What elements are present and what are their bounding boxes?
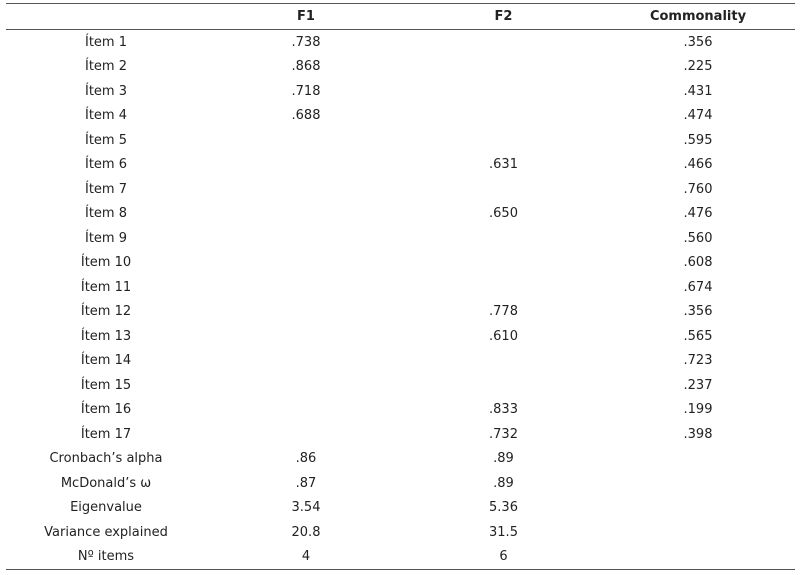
f2-value bbox=[406, 128, 601, 153]
table-row bbox=[6, 177, 795, 202]
table-row bbox=[6, 202, 795, 227]
f2-value: .89 bbox=[493, 451, 514, 467]
f2-value: .631 bbox=[489, 157, 518, 173]
f1-value bbox=[206, 300, 406, 325]
f1-value bbox=[206, 153, 406, 178]
f1-value bbox=[206, 373, 406, 398]
commonality-value: .565 bbox=[683, 328, 713, 344]
f1-value bbox=[206, 275, 406, 300]
table-row bbox=[6, 545, 795, 570]
table-row bbox=[6, 55, 795, 80]
item-label: Ítem 16 bbox=[80, 402, 132, 418]
commonality-value: .474 bbox=[683, 108, 713, 124]
header-f2: F2 bbox=[494, 9, 513, 24]
item-label: Ítem 7 bbox=[85, 181, 127, 197]
item-label: McDonald’s ω bbox=[60, 475, 152, 491]
f2-value bbox=[406, 55, 601, 80]
f1-value: .87 bbox=[295, 475, 317, 491]
commonality-value: .398 bbox=[683, 426, 713, 442]
f1-value bbox=[206, 324, 406, 349]
table-body bbox=[6, 30, 795, 570]
f1-value bbox=[206, 251, 406, 276]
table-row bbox=[6, 447, 795, 472]
f1-value bbox=[206, 226, 406, 251]
item-label: Ítem 1 bbox=[85, 34, 127, 50]
factor-loadings-table bbox=[6, 3, 795, 570]
f2-value bbox=[406, 104, 601, 129]
table-row bbox=[6, 373, 795, 398]
factor-loadings-table-container bbox=[6, 3, 795, 570]
f1-value bbox=[206, 202, 406, 227]
header-item bbox=[6, 4, 206, 30]
table-row bbox=[6, 251, 795, 276]
item-label: Ítem 14 bbox=[80, 353, 132, 369]
f2-value bbox=[406, 373, 601, 398]
commonality-value: .760 bbox=[683, 181, 713, 197]
item-label: Nº items bbox=[77, 549, 135, 565]
header-row bbox=[6, 4, 795, 30]
item-label: Ítem 9 bbox=[85, 230, 127, 246]
f1-value: 3.54 bbox=[291, 500, 321, 516]
item-label: Ítem 15 bbox=[80, 377, 132, 393]
commonality-value: .560 bbox=[683, 230, 713, 246]
commonality-value: .723 bbox=[683, 353, 713, 369]
commonality-value: .466 bbox=[683, 157, 713, 173]
table-row bbox=[6, 275, 795, 300]
table-row bbox=[6, 79, 795, 104]
f1-value bbox=[206, 128, 406, 153]
item-label: Ítem 2 bbox=[85, 59, 127, 75]
f2-value: .732 bbox=[489, 426, 518, 442]
f2-value bbox=[406, 79, 601, 104]
table-row bbox=[6, 104, 795, 129]
item-label: Ítem 8 bbox=[85, 206, 127, 222]
table-row bbox=[6, 30, 795, 55]
commonality-value: .356 bbox=[683, 304, 713, 320]
commonality-value bbox=[601, 545, 795, 570]
f1-value bbox=[206, 398, 406, 423]
commonality-value bbox=[601, 496, 795, 521]
header-commonality: Commonality bbox=[649, 9, 747, 24]
f2-value: 5.36 bbox=[489, 500, 518, 516]
item-label: Cronbach’s alpha bbox=[49, 451, 163, 467]
table-row bbox=[6, 324, 795, 349]
f1-value: .868 bbox=[291, 59, 321, 75]
f2-value bbox=[406, 275, 601, 300]
commonality-value: .674 bbox=[683, 279, 713, 295]
f2-value: .650 bbox=[489, 206, 518, 222]
commonality-value bbox=[601, 520, 795, 545]
f2-value: .89 bbox=[493, 475, 514, 491]
item-label: Ítem 13 bbox=[80, 328, 132, 344]
f1-value: .738 bbox=[291, 34, 321, 50]
commonality-value: .199 bbox=[683, 402, 713, 418]
table-row bbox=[6, 520, 795, 545]
table-row bbox=[6, 422, 795, 447]
table-row bbox=[6, 153, 795, 178]
table-row bbox=[6, 398, 795, 423]
f2-value bbox=[406, 251, 601, 276]
f2-value bbox=[406, 177, 601, 202]
commonality-value: .225 bbox=[683, 59, 713, 75]
f1-value bbox=[206, 177, 406, 202]
table-row bbox=[6, 471, 795, 496]
f2-value: .610 bbox=[489, 328, 518, 344]
commonality-value: .476 bbox=[683, 206, 713, 222]
f1-value: .86 bbox=[295, 451, 317, 467]
table-row bbox=[6, 349, 795, 374]
f2-value bbox=[406, 30, 601, 55]
item-label: Ítem 4 bbox=[85, 108, 127, 124]
item-label: Ítem 11 bbox=[80, 279, 132, 295]
f1-value: 4 bbox=[301, 549, 311, 565]
item-label: Ítem 6 bbox=[85, 157, 127, 173]
f1-value: 20.8 bbox=[291, 524, 321, 540]
item-label: Ítem 5 bbox=[85, 132, 127, 148]
commonality-value: .356 bbox=[683, 34, 713, 50]
f2-value: .833 bbox=[489, 402, 518, 418]
item-label: Ítem 12 bbox=[80, 304, 132, 320]
commonality-value: .431 bbox=[683, 83, 713, 99]
f2-value bbox=[406, 226, 601, 251]
header-f1: F1 bbox=[297, 9, 315, 24]
item-label: Ítem 17 bbox=[80, 426, 132, 442]
table-row bbox=[6, 300, 795, 325]
commonality-value bbox=[601, 471, 795, 496]
item-label: Ítem 10 bbox=[80, 255, 132, 271]
f2-value bbox=[406, 349, 601, 374]
f2-value: 31.5 bbox=[489, 524, 518, 540]
f1-value bbox=[206, 422, 406, 447]
f2-value: .778 bbox=[489, 304, 518, 320]
item-label: Ítem 3 bbox=[85, 83, 127, 99]
f1-value bbox=[206, 349, 406, 374]
f1-value: .688 bbox=[291, 108, 321, 124]
commonality-value: .237 bbox=[683, 377, 713, 393]
table-row bbox=[6, 496, 795, 521]
item-label: Eigenvalue bbox=[70, 500, 142, 516]
commonality-value bbox=[601, 447, 795, 472]
commonality-value: .595 bbox=[683, 132, 713, 148]
item-label: Variance explained bbox=[44, 524, 168, 540]
f2-value: 6 bbox=[499, 549, 508, 565]
f1-value: .718 bbox=[291, 83, 321, 99]
commonality-value: .608 bbox=[683, 255, 713, 271]
table-row bbox=[6, 128, 795, 153]
table-row bbox=[6, 226, 795, 251]
